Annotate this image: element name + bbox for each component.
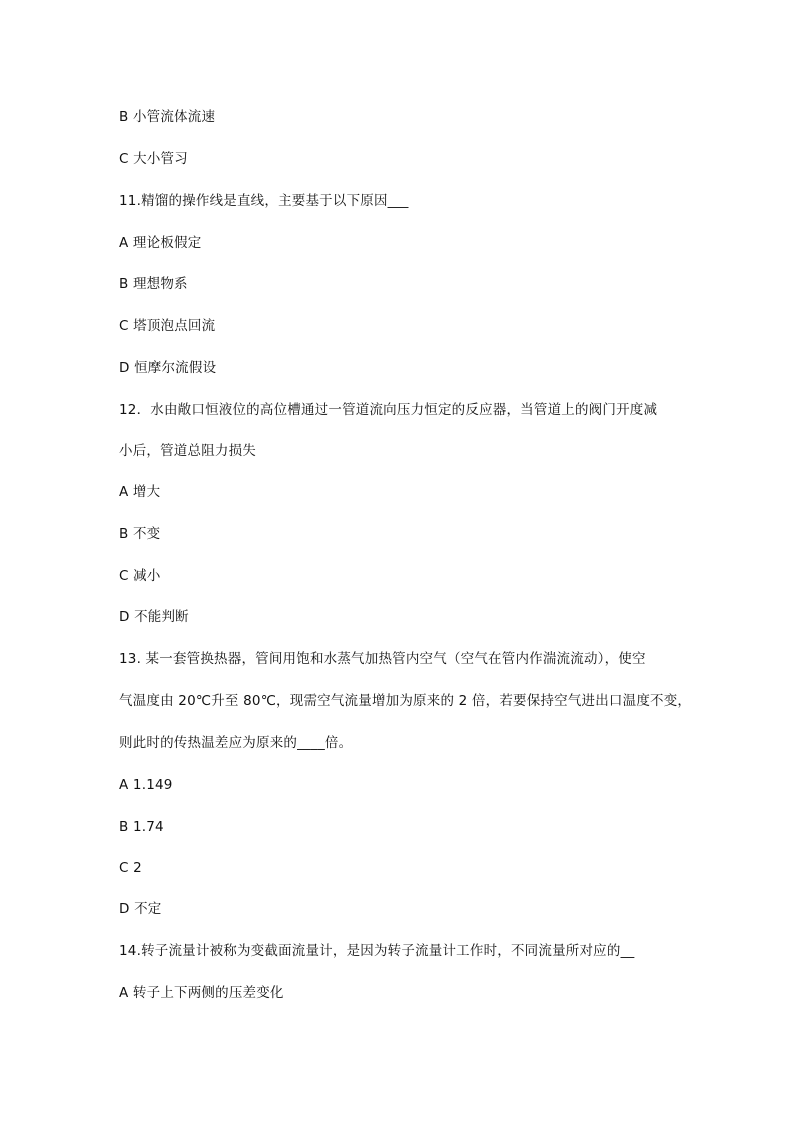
option-a-q13: A 1.149 <box>119 777 173 793</box>
question-12-line-2: 小后，管道总阻力损失 <box>119 443 256 459</box>
question-12-line-1: 12．水由敞口恒液位的高位槽通过一管道流向压力恒定的反应器，当管道上的阀门开度减 <box>119 402 658 418</box>
option-c-q10: C 大小管习 <box>119 151 188 167</box>
option-d-q11: D 恒摩尔流假设 <box>119 360 217 376</box>
option-a-q11: A 理论板假定 <box>119 235 202 251</box>
option-b-q10: B 小管流体流速 <box>119 109 216 125</box>
option-c-q13: C 2 <box>119 860 142 876</box>
option-c-q11: C 塔顶泡点回流 <box>119 318 216 334</box>
option-b-q11: B 理想物系 <box>119 276 188 292</box>
option-c-q12: C 减小 <box>119 568 161 584</box>
option-b-q13: B 1.74 <box>119 819 164 835</box>
question-13-line-3: 则此时的传热温差应为原来的____倍。 <box>119 735 353 751</box>
option-d-q13: D 不定 <box>119 901 162 917</box>
option-b-q12: B 不变 <box>119 526 161 542</box>
option-d-q12: D 不能判断 <box>119 609 189 625</box>
question-14: 14.转子流量计被称为变截面流量计，是因为转子流量计工作时，不同流量所对应的__ <box>119 943 635 959</box>
question-13-line-1: 13. 某一套管换热器，管间用饱和水蒸气加热管内空气（空气在管内作湍流流动），使空 <box>119 651 646 667</box>
option-a-q12: A 增大 <box>119 484 161 500</box>
question-11: 11.精馏的操作线是直线，主要基于以下原因___ <box>119 193 409 209</box>
option-a-q14: A 转子上下两侧的压差变化 <box>119 985 284 1001</box>
question-13-line-2: 气温度由 20℃升至 80℃，现需空气流量增加为原来的 2 倍，若要保持空气进出口温度不变， <box>119 693 692 709</box>
